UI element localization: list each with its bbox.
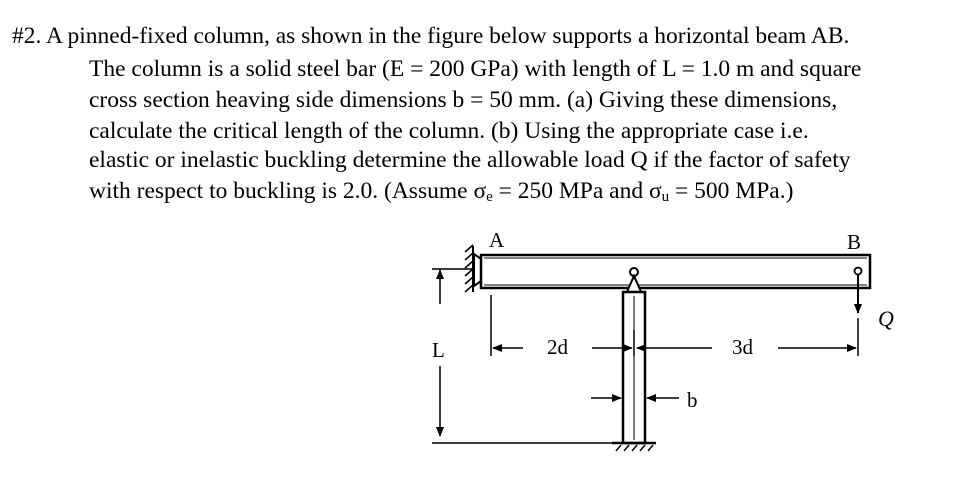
sigma-symbol: σ — [473, 178, 487, 204]
problem-line-3: cross section heaving side dimensions b = 50 mm. (a) Giving these dimensions, — [89, 87, 838, 113]
label-l: L — [432, 338, 445, 362]
problem-line-2: The column is a solid steel bar (E = 200 GPa) with length of L = 1.0 m and square — [89, 56, 862, 82]
assumption-mid: = 250 MPa and — [492, 178, 649, 204]
label-q: Q — [878, 306, 894, 331]
label-b-width: b — [687, 388, 698, 412]
label-a: A — [489, 228, 505, 252]
problem-text-line: A pinned-fixed column, as shown in the figure below supports a horizontal beam AB. — [45, 23, 850, 49]
label-3d: 3d — [732, 335, 753, 359]
dimension-l — [432, 269, 612, 443]
label-2d: 2d — [547, 335, 568, 359]
fixed-base — [612, 443, 656, 451]
label-b: B — [847, 230, 862, 254]
subscript-e: e — [486, 189, 493, 205]
load-q-attachment — [855, 268, 862, 314]
sigma-symbol: σ — [649, 178, 662, 204]
problem-number: #2. — [12, 23, 42, 49]
assumption-suffix: = 500 MPa.) — [669, 178, 794, 204]
subscript-u: u — [661, 189, 670, 205]
beam-ab — [481, 255, 870, 288]
assumption-prefix: with respect to buckling is 2.0. (Assume — [89, 178, 474, 204]
problem-line-4: calculate the critical length of the column. (b) Using the appropriate case i.e. — [89, 118, 809, 144]
problem-line-5: elastic or inelastic buckling determine the allowable load Q if the factor of safety — [89, 147, 851, 173]
